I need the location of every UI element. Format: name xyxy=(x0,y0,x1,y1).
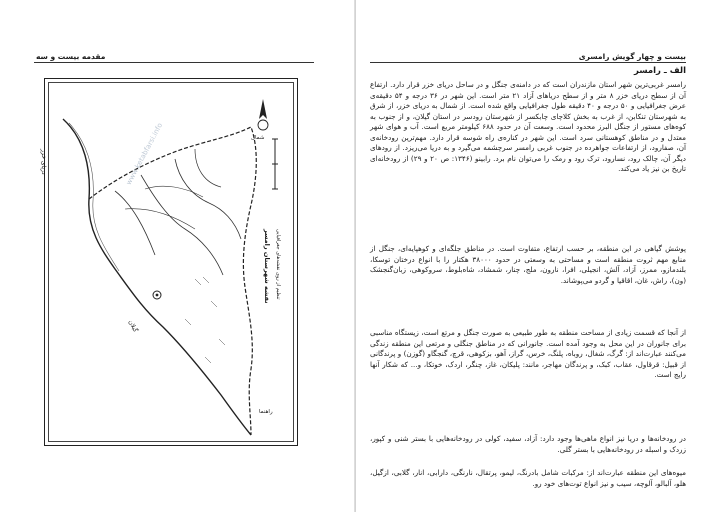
left-header-rule xyxy=(34,62,314,63)
region-label: گیلان xyxy=(126,319,139,334)
left-page-header: مقدمه بیست و سه xyxy=(36,52,106,61)
sea-label: دریای خزر xyxy=(40,149,47,175)
north-arrow-label: شمال xyxy=(251,135,265,141)
right-page xyxy=(356,0,712,512)
right-page-header: بیست و چهار گویش رامسری xyxy=(578,52,686,61)
watermark: www.ketabfarsi.info xyxy=(124,121,165,187)
map-frame xyxy=(40,78,298,446)
paragraph-3: از آنجا که قسمت زیادی از مساحت منطقه به طور طبیعی به صورت جنگل و مرتع است، زیستگاه مناسبی برای جانوران در این محل به وجود آمده است. جانورانی که در مناطق جنگلی و مرتعی این منطقه زندگی می‌کنند عبارت‌اند از: گرگ، شغال، روباه، پلنگ، خرس، گراز، آهو، بزکوهی، قرچ، گنجگاو (گوزن) و پرندگانی از قبیل: قرقاول، عقاب، کبک، و پرندگان مهاجر، مانند: پلیکان، غاز، چنگر، اردک، خوتکا، و... که شکار آنها رایج است. xyxy=(370,328,686,379)
right-header-rule xyxy=(370,62,686,63)
map-bottom-note: راهنما xyxy=(259,409,273,415)
paragraph-4: در رودخانه‌ها و دریا نیز انواع ماهی‌ها وجود دارد: آزاد، سفید، کولی در رودخانه‌هایی با بستر شنی و کپور، زردک و اسبله در رودخانه‌هایی با بستر گلی. xyxy=(370,434,686,454)
section-title: الف ـ رامسر xyxy=(633,66,686,76)
paragraph-1: رامسر غربی‌ترین شهر استان مازندران است که در دامنه‌ی جنگل و در ساحل دریای خزر قرار دارد. ارتفاع آن از سطح دریای خزر ۸ متر و از سطح دریاهای آزاد ۲۱ متر است. این شهر در ۳۶ درجه و ۵۴ دقیقه‌ی عرض جغرافیایی و ۵۰ درجه و ۴۰ دقیقه طول جغرافیایی واقع شده است. از شمال به دریای خزر، از شرق به شهرستان تنکابن، از غرب به بخش کلاچای چابکسر از شهرستان رودسر در استان گیلان، و از جنوب به کوه‌های مستور از جنگل البرز محدود است. وسعت آن در حدود ۶۸۸ کیلومتر مربع است. آب و هوای شهر معتدل و در مناطق کوهستانی سرد است. این شهر در کناره‌ی راه شوسه قرار دارد. مهم‌ترین رودخانه‌ی آن، صفارود، از ارتفاعات جواهرده در جنوب غربی رامسر سرچشمه می‌گیرد و به دریا می‌ریزد. از رودهای دیگر آن، چالک رود، نسارود، ترک رود و رمک را می‌توان نام برد. رابینو (۱۳۴۶: ص ۲۰ و ۲۹) از رودخانه‌ای تاریخ بن نیز یاد می‌کند. xyxy=(370,80,687,173)
paragraph-2: پوشش گیاهی در این منطقه، بر حسب ارتفاع، متفاوت است. در مناطق جلگه‌ای و کوهپایه‌ای، جنگل از منابع مهم ثروت منطقه است و مساحتی به وسعتی در حدود ۳۸۰۰۰ هکتار را با انواع درختان توسکا، بلندمازو، ممرز، آزاد، آلش، انجیلی، افرا، نارون، ملج، چنار، شمشاد، شاه‌بلوط، سرو‌کوهی، زبان‌گنجشک (ون)، راش، غان، اقاقیا و گردو می‌پوشاند. xyxy=(370,244,686,285)
map-side-note: تنظیم از روی نقشه‌های جغرافیایی xyxy=(275,229,281,300)
paragraph-5: میوه‌های این منطقه عبارت‌اند از: مرکبات شامل بادرنگ، لیمو، پرتقال، نارنگی، دارابی، انار، گلابی، ازگیل، هلو، آلبالو، آلوچه، سیب و نیز انواع توت‌های خود رو. xyxy=(370,468,686,488)
map-legend-title: نقشه شهرستان رامسر xyxy=(263,229,271,304)
map-drawing xyxy=(45,79,297,445)
